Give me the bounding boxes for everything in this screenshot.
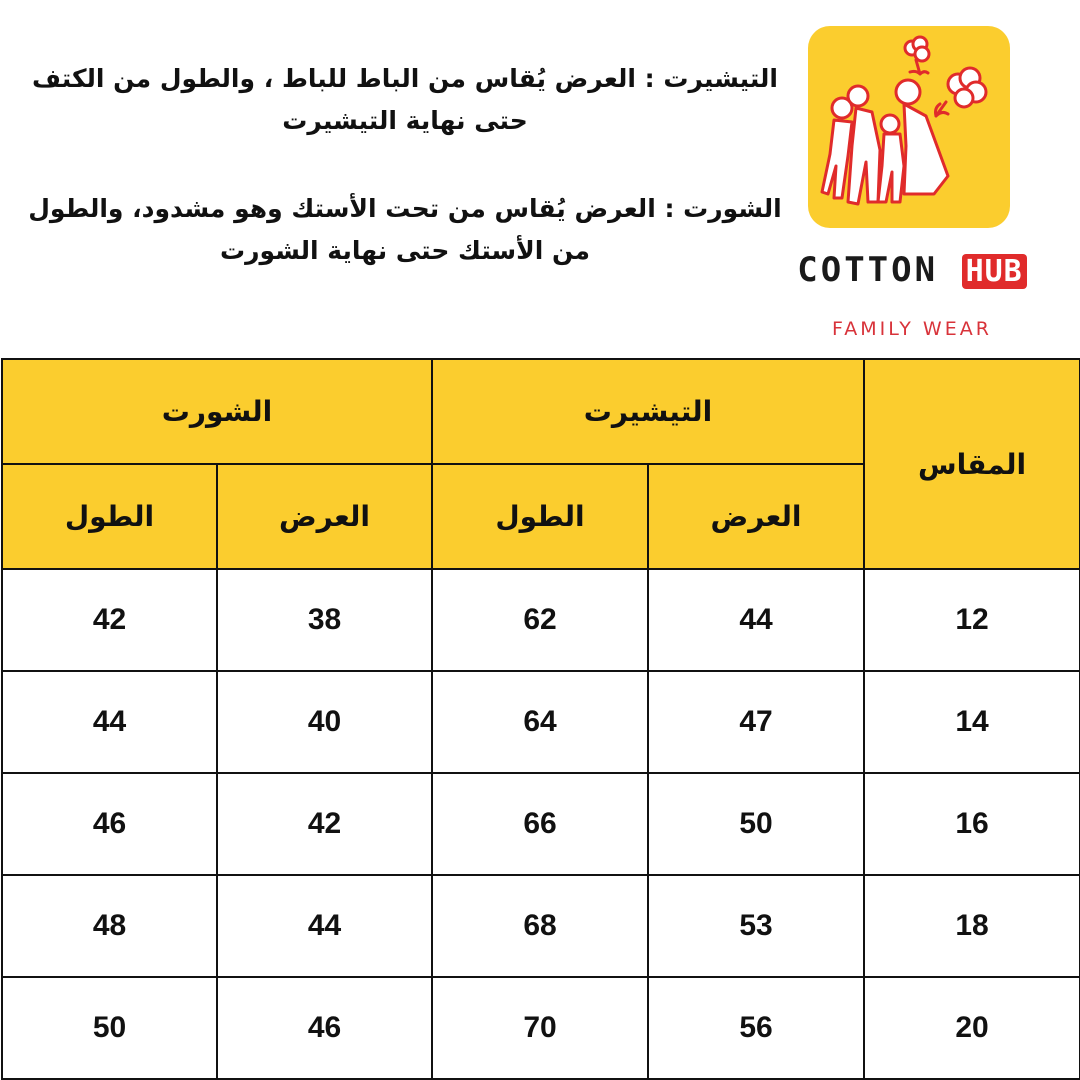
shorts-length-cell: 46: [2, 773, 217, 875]
tshirt-width-header: العرض: [648, 464, 864, 569]
table-row: [2, 773, 1080, 875]
table-row: [2, 875, 1080, 977]
size-cell: 20: [864, 977, 1080, 1079]
tshirt-length-cell: 66: [432, 773, 648, 875]
size-column-header: المقاس: [864, 359, 1080, 569]
tshirt-length-cell: 70: [432, 977, 648, 1079]
tshirt-width-cell: 53: [648, 875, 864, 977]
shorts-length-cell: 48: [2, 875, 217, 977]
shorts-length-cell: 50: [2, 977, 217, 1079]
family-cotton-icon: [808, 26, 1010, 228]
shorts-width-cell: 42: [217, 773, 432, 875]
measurement-notes: [20, 58, 790, 272]
brand-accent: HUB: [962, 254, 1027, 289]
size-cell: 14: [864, 671, 1080, 773]
size-chart-table: [1, 358, 1080, 1080]
shorts-width-cell: 44: [217, 875, 432, 977]
table-row: [2, 671, 1080, 773]
tshirt-length-header: الطول: [432, 464, 648, 569]
shorts-group-header: الشورت: [2, 359, 432, 464]
table-row: [2, 569, 1080, 671]
brand-tagline: FAMILY WEAR: [832, 318, 992, 340]
tshirt-length-cell: 68: [432, 875, 648, 977]
header-row-groups: [2, 359, 1080, 464]
size-cell: 18: [864, 875, 1080, 977]
tshirt-width-cell: 47: [648, 671, 864, 773]
brand-name: [794, 250, 1030, 290]
brand-logo: [790, 22, 1030, 340]
shorts-width-cell: 40: [217, 671, 432, 773]
tshirt-length-cell: 62: [432, 569, 648, 671]
shorts-length-cell: 44: [2, 671, 217, 773]
size-cell: 16: [864, 773, 1080, 875]
tshirt-width-cell: 44: [648, 569, 864, 671]
shorts-length-header: الطول: [2, 464, 217, 569]
shorts-measure-note: الشورت : العرض يُقاس من تحت الأستك وهو مشدود، والطول من الأستك حتى نهاية الشورت: [28, 194, 782, 265]
shorts-width-header: العرض: [217, 464, 432, 569]
shorts-length-cell: 42: [2, 569, 217, 671]
tshirt-group-header: التيشيرت: [432, 359, 864, 464]
tshirt-length-cell: 64: [432, 671, 648, 773]
shorts-width-cell: 38: [217, 569, 432, 671]
table-row: [2, 977, 1080, 1079]
tshirt-measure-note: التيشيرت : العرض يُقاس من الباط للباط ، والطول من الكتف حتى نهاية التيشيرت: [31, 64, 779, 135]
brand-main: COTTON: [797, 250, 939, 290]
shorts-width-cell: 46: [217, 977, 432, 1079]
size-cell: 12: [864, 569, 1080, 671]
tshirt-width-cell: 56: [648, 977, 864, 1079]
tshirt-width-cell: 50: [648, 773, 864, 875]
